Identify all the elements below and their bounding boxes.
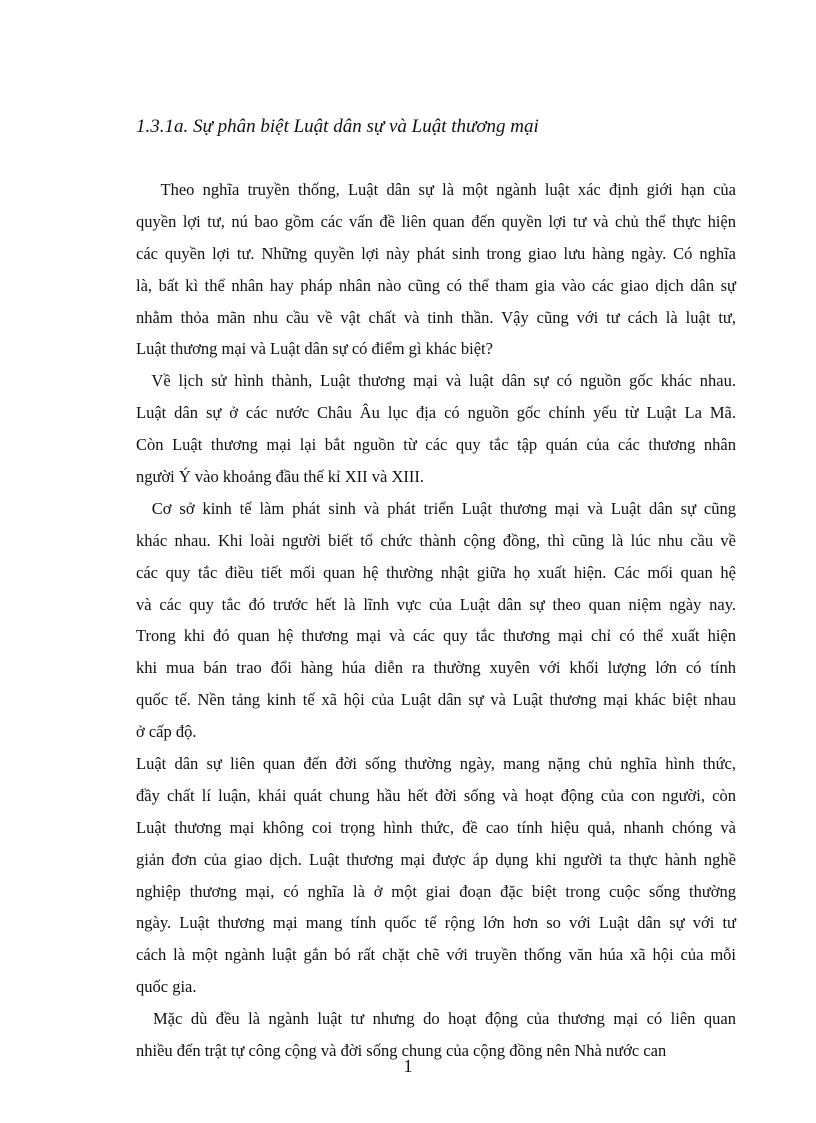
text-line: Cơ sở kinh tế làm phát sinh và phát triển Luật thương mại và Luật dân sự cũng — [136, 498, 736, 518]
text-line: Luật thương mại và Luật dân sự có điểm gì khác biệt? — [136, 339, 493, 359]
section-heading: 1.3.1a. Sự phân biệt Luật dân sự và Luật thương mại — [136, 116, 539, 137]
text-line: nghiệp thương mại, có nghĩa là ở một giai đoạn đặc biệt trong cuộc sống thường — [136, 881, 736, 901]
paragraph — [136, 174, 736, 365]
text-line: Mặc dù đều là ngành luật tư nhưng do hoạt động của thương mại có liên quan — [136, 1009, 736, 1029]
paragraph — [136, 365, 736, 493]
text-line: quốc gia. — [136, 977, 197, 997]
text-line: giản đơn của giao dịch. Luật thương mại được áp dụng khi người ta thực hành nghề — [136, 849, 736, 869]
text-line: nhằm thỏa mãn nhu cầu về vật chất và tinh thần. Vậy cũng với tư cách là luật tư, — [136, 307, 736, 327]
text-line: Luật thương mại không coi trọng hình thức, đề cao tính hiệu quả, nhanh chóng và — [136, 817, 736, 837]
text-line: Trong khi đó quan hệ thương mại và các quy tắc thương mại chỉ có thể xuất hiện — [136, 626, 736, 646]
text-line: cách là một ngành luật gắn bó rất chặt chẽ với truyền thống văn húa xã hội của mỗi — [136, 945, 736, 965]
page-number: 1 — [403, 1056, 413, 1076]
text-line: Luật dân sự ở các nước Châu Âu lục địa có nguồn gốc chính yếu từ Luật La Mã. — [136, 403, 736, 423]
text-line: quốc tế. Nền tảng kinh tế xã hội của Luật dân sự và Luật thương mại khác biệt nhau — [136, 690, 736, 710]
text-line: Còn Luật thương mại lại bắt nguồn từ các quy tắc tập quán của các thương nhân — [136, 435, 736, 455]
text-line: khác nhau. Khi loài người biết tổ chức thành cộng đồng, thì cũng là lúc nhu cầu về — [136, 530, 736, 550]
text-line: nhiều đến trật tự công cộng và đời sống chung của cộng đồng nên Nhà nước can — [136, 1041, 667, 1061]
text-line: các quy tắc điều tiết mối quan hệ thường nhật giữa họ xuất hiện. Các mối quan hệ — [136, 562, 736, 582]
paragraph — [136, 748, 736, 1003]
text-line: ở cấp độ. — [136, 722, 197, 742]
text-line: là, bất kì thể nhân hay pháp nhân nào cũng có thể tham gia vào các giao dịch dân sự — [136, 275, 736, 295]
text-line: Luật dân sự liên quan đến đời sống thường ngày, mang nặng chủ nghĩa hình thức, — [136, 754, 736, 774]
text-line: ngày. Luật thương mại mang tính quốc tế rộng lớn hơn so với Luật dân sự với tư — [136, 913, 736, 933]
body-text — [136, 174, 736, 1067]
text-line: Về lịch sử hình thành, Luật thương mại và luật dân sự có nguồn gốc khác nhau. — [136, 371, 736, 391]
text-line: Theo nghĩa truyền thống, Luật dân sự là một ngành luật xác định giới hạn của — [136, 180, 736, 199]
text-line: đầy chất lí luận, khái quát chung hầu hết đời sống và hoạt động của con người, còn — [136, 785, 736, 805]
text-line: người Ý vào khoảng đầu thế kỉ XII và XIII. — [136, 467, 425, 487]
text-line: khi mua bán trao đổi hàng húa diễn ra thường xuyên với khối lượng lớn có tính — [136, 658, 736, 678]
text-line: và các quy tắc đó trước hết là lĩnh vực của Luật dân sự theo quan niệm ngày nay. — [136, 594, 736, 614]
paragraph — [136, 493, 736, 748]
text-line: các quyền lợi tư. Những quyền lợi này phát sinh trong giao lưu hàng ngày. Có nghĩa — [136, 243, 736, 263]
text-line: quyền lợi tư, nú bao gồm các vấn đề liên quan đến quyền lợi tư và chủ thể thực hiện — [136, 211, 736, 231]
